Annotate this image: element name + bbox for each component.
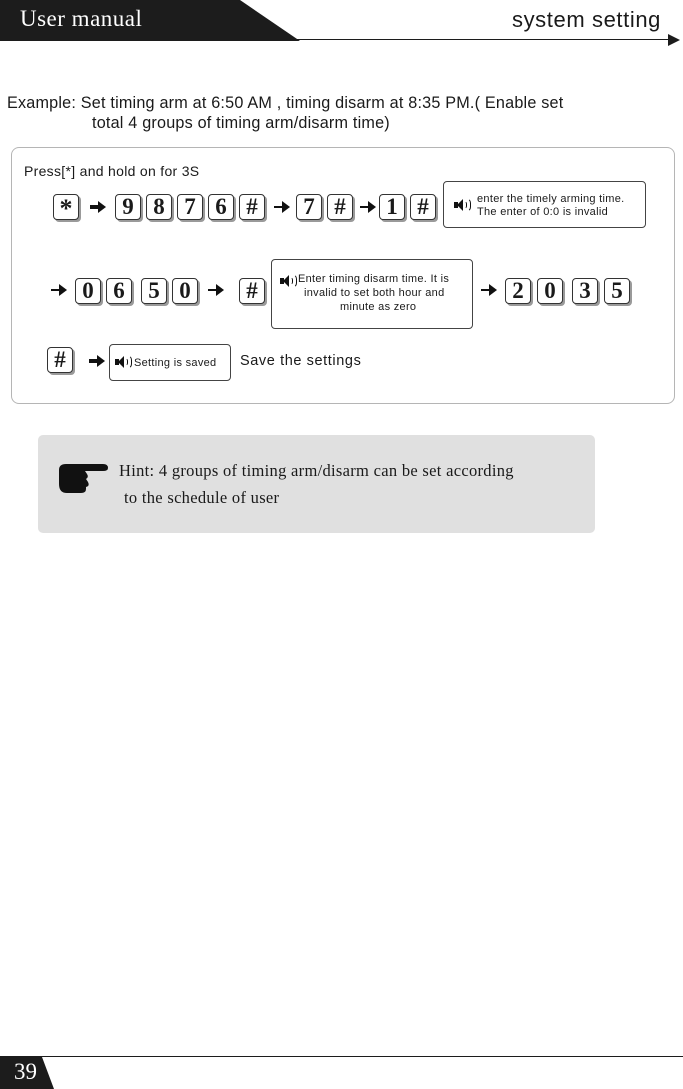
voice-prompt-saved [109, 344, 231, 381]
key-hash: # [47, 347, 73, 373]
pointing-hand-icon [57, 460, 109, 494]
header-rule [290, 39, 670, 40]
key-0: 0 [75, 278, 101, 304]
prompt-line-1: Enter timing disarm time. It is [298, 273, 450, 285]
key-5: 5 [141, 278, 167, 304]
key-0: 0 [537, 278, 563, 304]
key-hash: # [327, 194, 353, 220]
key-8: 8 [146, 194, 172, 220]
arrow-icon [274, 201, 290, 213]
example-text-line-1: Example: Set timing arm at 6:50 AM , timing disarm at 8:35 PM.( Enable set [7, 94, 564, 112]
key-hash: # [239, 278, 265, 304]
key-6: 6 [106, 278, 132, 304]
key-3: 3 [572, 278, 598, 304]
hint-text-line-2: to the schedule of user [124, 488, 280, 507]
document-title: User manual [20, 6, 143, 31]
example-text-line-2: total 4 groups of timing arm/disarm time) [92, 114, 390, 132]
prompt-line-1: enter the timely arming time. [477, 193, 625, 205]
speaker-icon [280, 274, 300, 288]
key-2: 2 [505, 278, 531, 304]
prompt-line-2: The enter of 0:0 is invalid [477, 206, 609, 218]
section-title: system setting [511, 7, 661, 32]
page-number: 39 [14, 1059, 37, 1084]
arrow-icon [90, 201, 106, 213]
voice-prompt-arming [443, 181, 646, 228]
header-arrow-icon [668, 34, 680, 46]
key-9: 9 [115, 194, 141, 220]
key-7: 7 [177, 194, 203, 220]
key-1: 1 [379, 194, 405, 220]
key-7: 7 [296, 194, 322, 220]
press-instruction: Press[*] and hold on for 3S [24, 163, 200, 179]
hint-text-line-1: Hint: 4 groups of timing arm/disarm can be set according [119, 461, 514, 480]
arrow-icon [481, 284, 497, 296]
voice-prompt-disarming [271, 259, 473, 329]
key-6: 6 [208, 194, 234, 220]
saved-prompt-text: Setting is saved [134, 357, 217, 369]
arrow-icon [51, 284, 67, 296]
prompt-line-3: minute as zero [340, 301, 417, 313]
prompt-line-2: invalid to set both hour and [304, 287, 445, 299]
arrow-icon [89, 355, 105, 367]
arrow-icon [360, 201, 376, 213]
hint-box [38, 435, 595, 533]
key-star: * [53, 194, 79, 220]
arrow-icon [208, 284, 224, 296]
key-0: 0 [172, 278, 198, 304]
key-hash: # [239, 194, 265, 220]
speaker-icon [115, 355, 135, 369]
key-5: 5 [604, 278, 630, 304]
footer-rule [0, 1056, 683, 1057]
speaker-icon [454, 198, 474, 212]
save-settings-text: Save the settings [240, 353, 362, 369]
key-hash: # [410, 194, 436, 220]
